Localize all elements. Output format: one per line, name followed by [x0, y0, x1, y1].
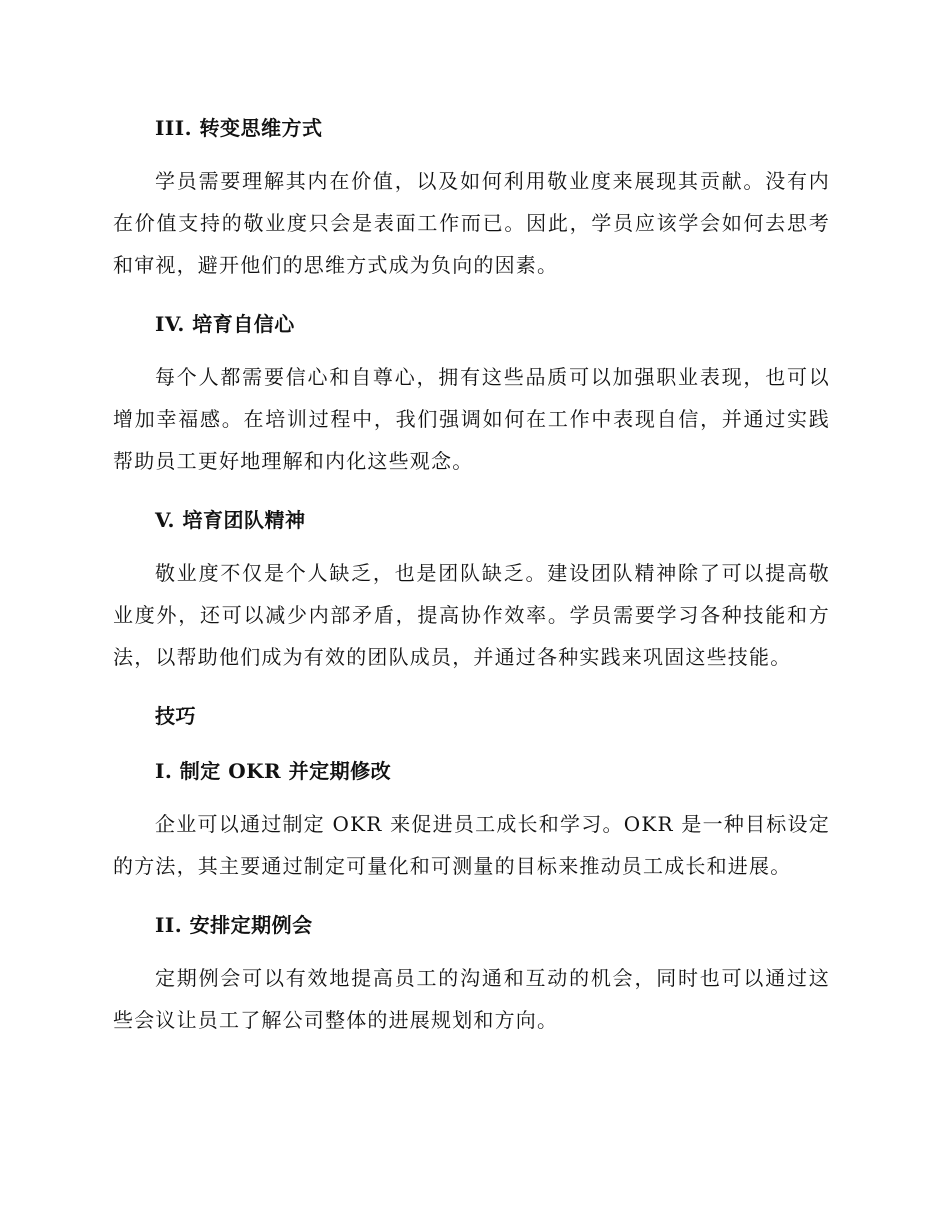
section-body-mindset: 学员需要理解其内在价值，以及如何利用敬业度来展现其贡献。没有内在价值支持的敬业度只会是表面工作而已。因此，学员应该学会如何去思考和审视，避开他们的思维方式成为负向的因素。 [113, 169, 830, 277]
section-body-teamwork: 敬业度不仅是个人缺乏，也是团队缺乏。建设团队精神除了可以提高敬业度外，还可以减少内部矛盾，提高协作效率。学员需要学习各种技能和方法，以帮助他们成为有效的团队成员，并通过各种实践来巩固这些技能。 [113, 561, 830, 669]
section-body-meetings: 定期例会可以有效地提高员工的沟通和互动的机会，同时也可以通过这些会议让员工了解公司整体的进展规划和方向。 [113, 966, 830, 1032]
section-heading-confidence: IV. 培育自信心 [155, 312, 295, 336]
section-body-okr: 企业可以通过制定 OKR 来促进员工成长和学习。OKR 是一种目标设定的方法，其主要通过制定可量化和可测量的目标来推动员工成长和进展。 [113, 812, 830, 878]
section-heading-okr: I. 制定 OKR 并定期修改 [155, 759, 392, 783]
section-heading-teamwork: V. 培育团队精神 [155, 508, 306, 532]
section-heading-mindset: III. 转变思维方式 [155, 116, 323, 140]
section-body-confidence: 每个人都需要信心和自尊心，拥有这些品质可以加强职业表现，也可以增加幸福感。在培训过程中，我们强调如何在工作中表现自信，并通过实践帮助员工更好地理解和内化这些观念。 [113, 365, 830, 473]
section-heading-meetings: II. 安排定期例会 [155, 913, 313, 937]
section-heading-techniques: 技巧 [155, 704, 196, 728]
